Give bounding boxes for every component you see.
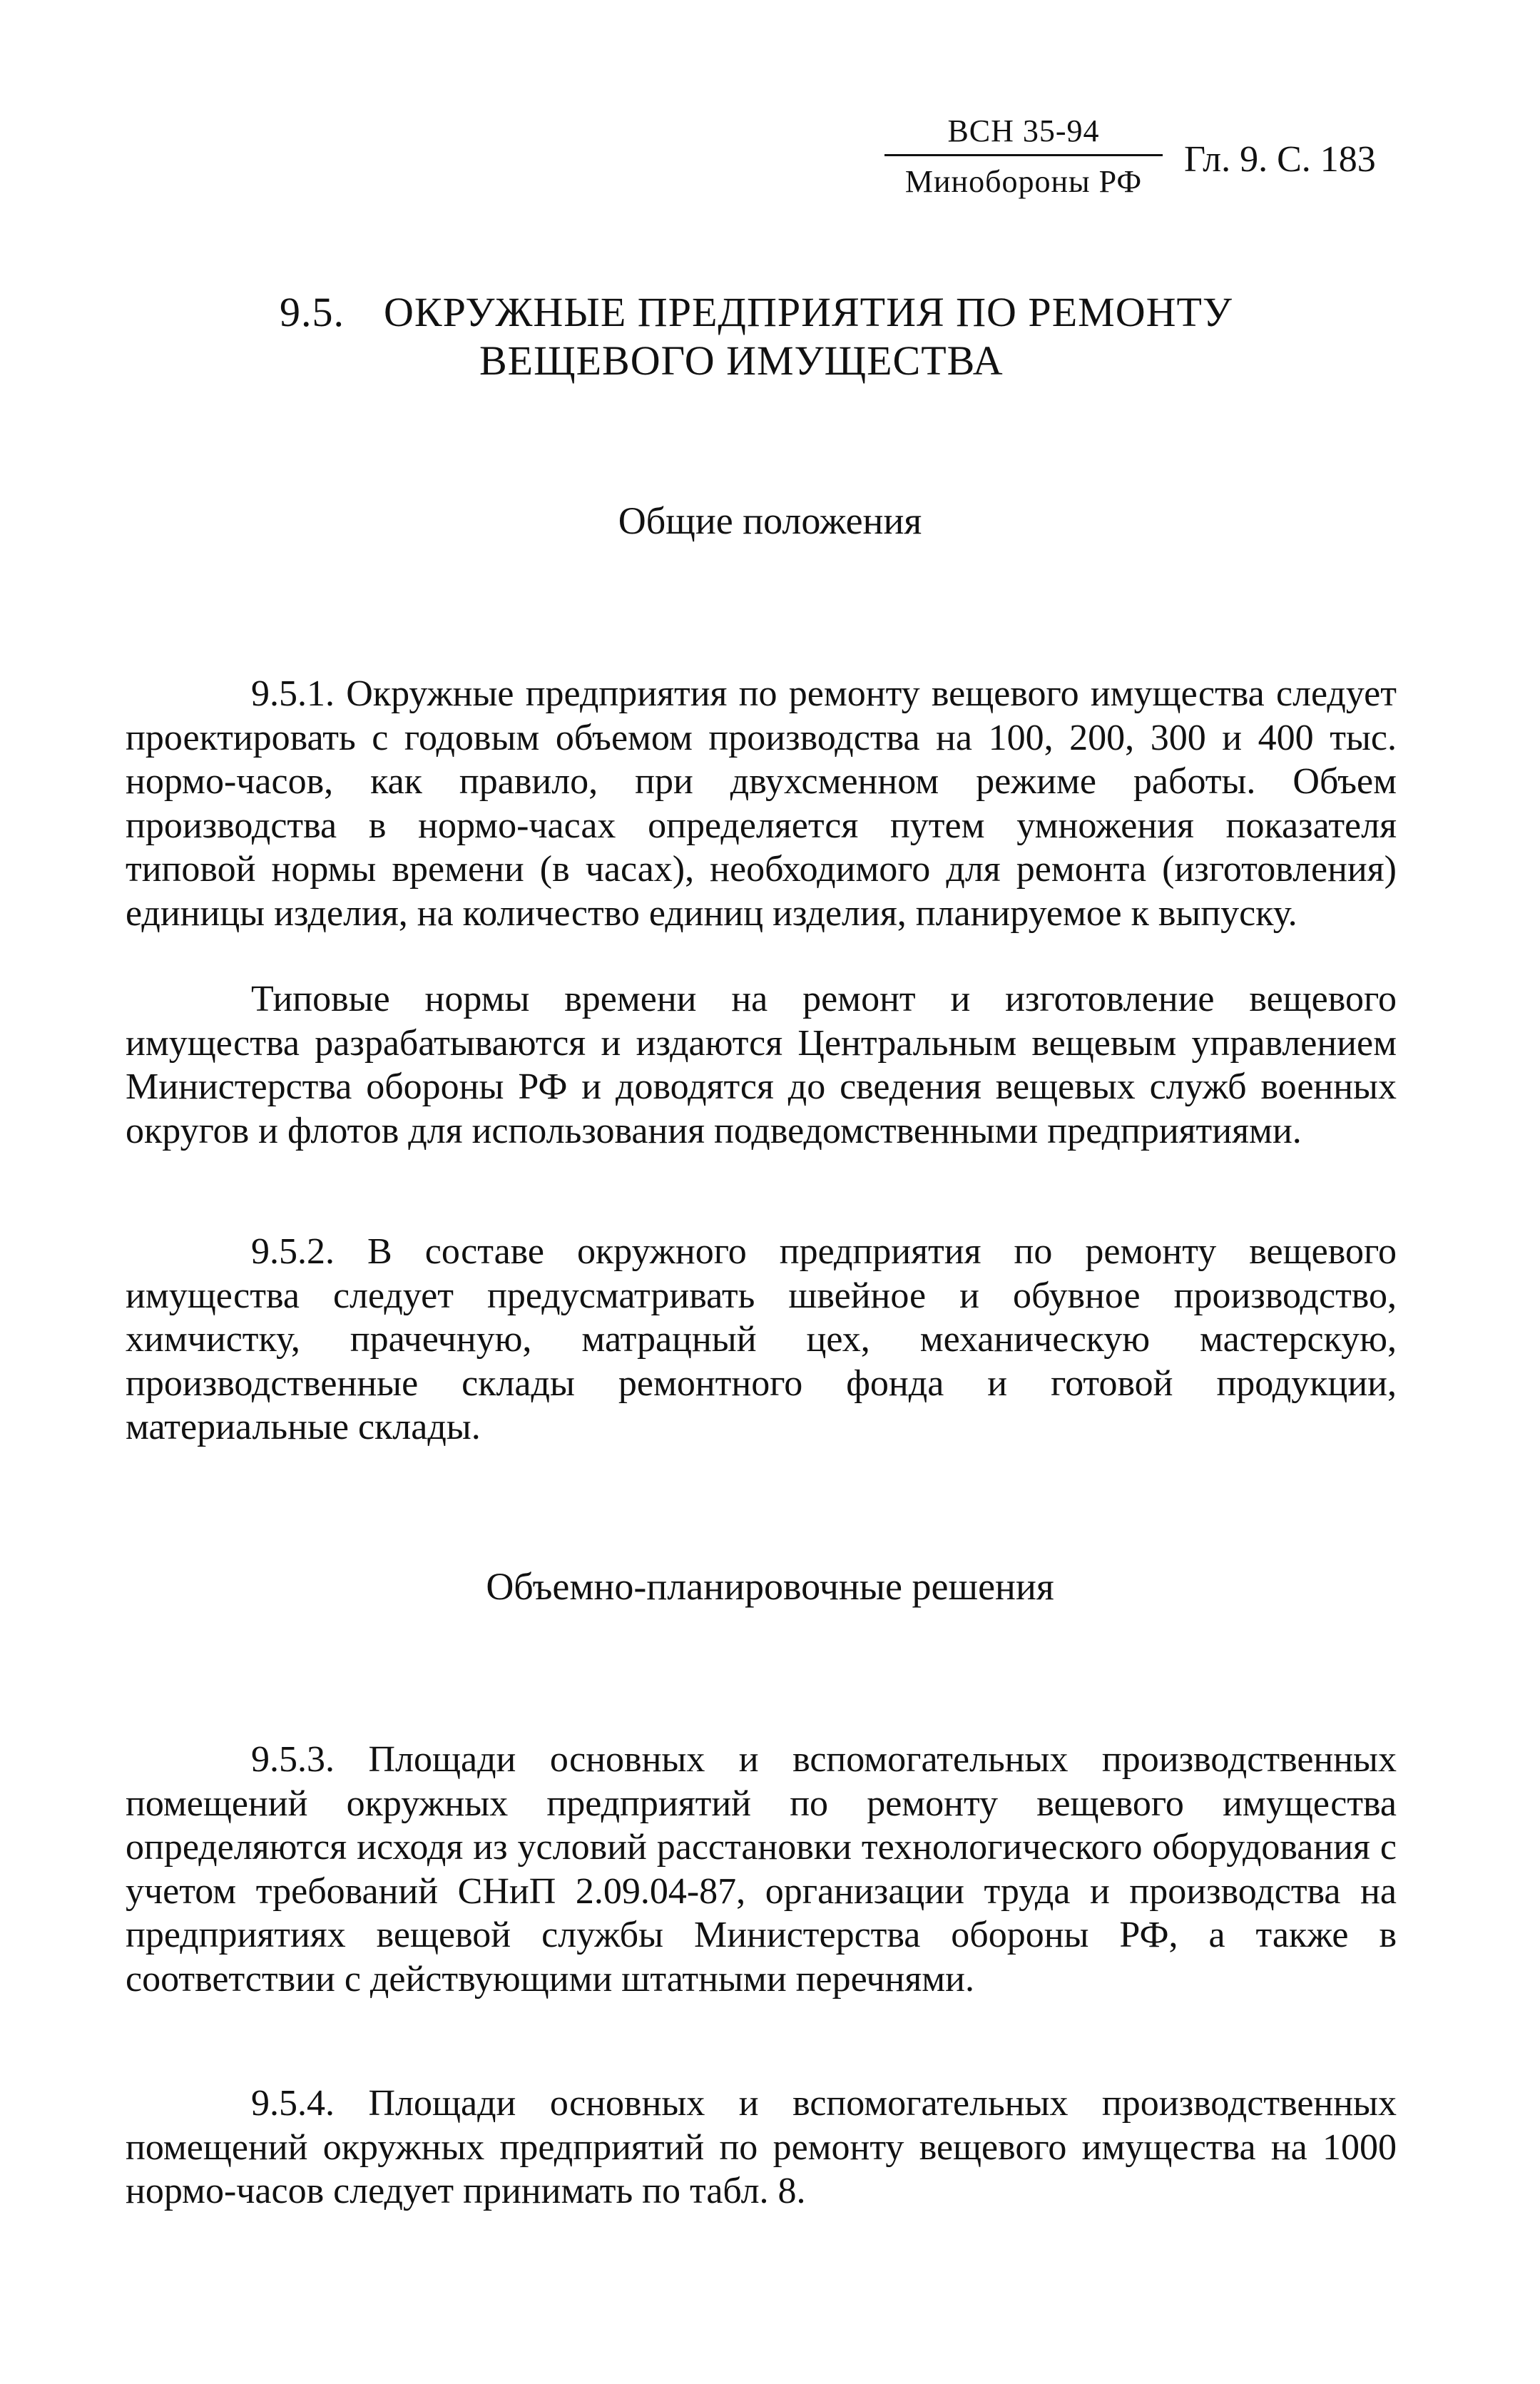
paragraph-standard-times [126, 977, 1397, 1153]
subheading-general-provisions: Общие положения [618, 499, 922, 542]
paragraph-9-5-2 [126, 1230, 1397, 1450]
section-title-line-2: ВЕЩЕВОГО ИМУЩЕСТВА [479, 337, 1004, 384]
header-fraction [884, 113, 1163, 199]
paragraph-9-5-4 [126, 2082, 1397, 2214]
paragraph-9-5-1 [126, 672, 1397, 935]
page-reference: Гл. 9. С. 183 [1184, 139, 1376, 180]
doc-code: ВСН 35-94 [884, 116, 1163, 156]
section-title-line-1: ОКРУЖНЫЕ ПРЕДПРИЯТИЯ ПО РЕМОНТУ [384, 289, 1233, 335]
subheading-planning-solutions: Объемно-планировочные решения [486, 1565, 1054, 1608]
issuer: Минобороны РФ [904, 164, 1143, 199]
paragraph-text: 9.5.1. Окружные предприятия по ремонту вещевого имущества следует проектировать с годовым объемом производства на 100, 200, 300 и 400 тыс. нормо-часов, как правило, при двухсменном режиме работы. Объем производства в нормо-часах определяется путем умножения показателя типовой нормы времени (в часах), необходимого для ремонта (изготовления) единицы изделия, на количество единиц изделия, планируемое к выпуску. [126, 673, 1397, 934]
paragraph-text: 9.5.4. Площади основных и вспомогательных производственных помещений окружных предприятий по ремонту вещевого имущества на 1000 нормо-часов следует принимать по табл. 8. [126, 2083, 1397, 2211]
paragraph-text: 9.5.2. В составе окружного предприятия по ремонту вещевого имущества следует предусматривать швейное и обувное производство, химчистку, прачечную, матрацный цех, механическую мастерскую, производственные склады ремонтного фонда и готовой продукции, материальные склады. [126, 1231, 1397, 1447]
section-number: 9.5. [280, 289, 345, 335]
paragraph-9-5-3 [126, 1738, 1397, 2001]
paragraph-text: Типовые нормы времени на ремонт и изготовление вещевого имущества разрабатываются и издаются Центральным вещевым управлением Министерства обороны РФ и доводятся до сведения вещевых служб военных округов и флотов для использования подведомственными предприятиями. [126, 979, 1397, 1151]
running-header [884, 113, 1427, 208]
paragraph-text: 9.5.3. Площади основных и вспомогательных производственных помещений окружных предприятий по ремонту вещевого имущества определяются исходя из условий расстановки технологического оборудования с учетом требований СНиП 2.09.04-87, организации труда и производства на предприятиях вещевой службы Министерства обороны РФ, а также в соответствии с действующими штатными перечнями. [126, 1739, 1397, 2000]
